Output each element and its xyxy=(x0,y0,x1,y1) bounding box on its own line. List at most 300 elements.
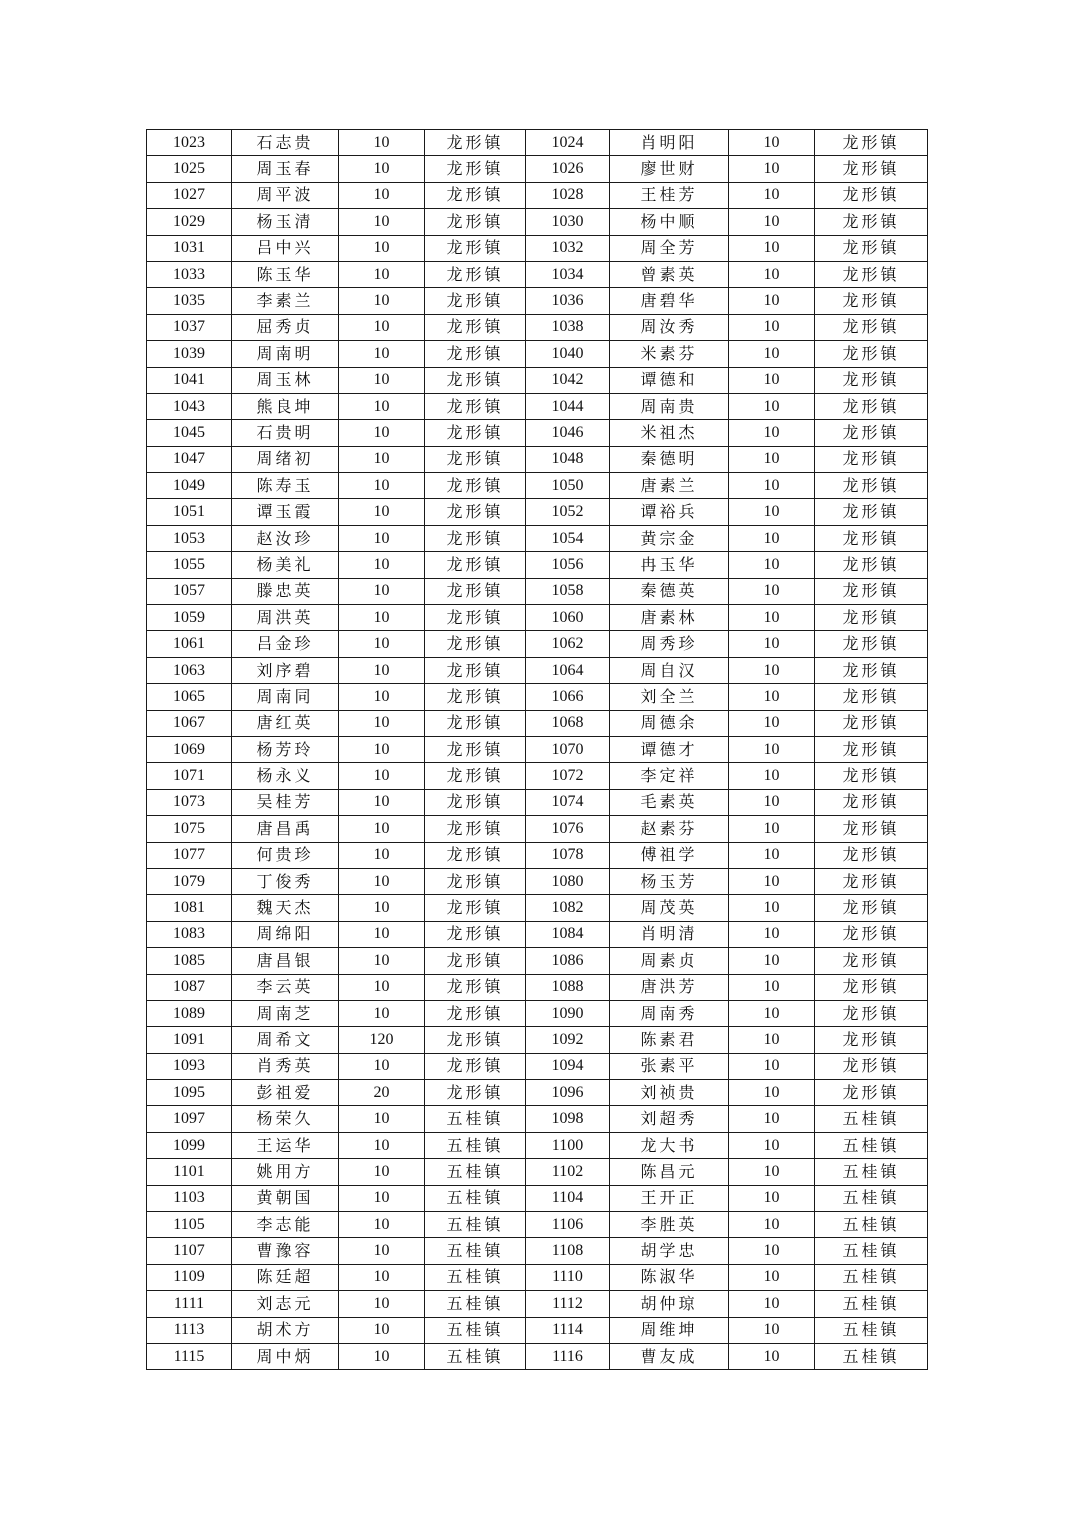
right-amount-cell: 10 xyxy=(729,446,815,472)
right-record-number-cell: 1108 xyxy=(526,1238,610,1264)
right-record-number-cell: 1098 xyxy=(526,1106,610,1132)
right-town-cell: 龙形镇 xyxy=(815,261,928,287)
right-record-number-cell: 1060 xyxy=(526,605,610,631)
table-row xyxy=(147,710,928,736)
left-record-number-cell: 1083 xyxy=(147,921,232,947)
right-amount-cell: 10 xyxy=(729,182,815,208)
right-person-name-cell: 陈昌元 xyxy=(610,1159,729,1185)
right-town-cell: 龙形镇 xyxy=(815,130,928,156)
left-person-name-cell: 李素兰 xyxy=(232,288,339,314)
right-record-number-cell: 1054 xyxy=(526,525,610,551)
left-amount-cell: 10 xyxy=(339,868,425,894)
left-person-name-cell: 胡术方 xyxy=(232,1317,339,1343)
table-row xyxy=(147,842,928,868)
left-person-name-cell: 周中炳 xyxy=(232,1343,339,1369)
left-record-number-cell: 1101 xyxy=(147,1159,232,1185)
right-amount-cell: 10 xyxy=(729,393,815,419)
right-town-cell: 龙形镇 xyxy=(815,816,928,842)
left-town-cell: 龙形镇 xyxy=(425,341,526,367)
left-amount-cell: 10 xyxy=(339,1159,425,1185)
left-amount-cell: 10 xyxy=(339,948,425,974)
right-town-cell: 龙形镇 xyxy=(815,948,928,974)
left-amount-cell: 10 xyxy=(339,393,425,419)
right-record-number-cell: 1094 xyxy=(526,1053,610,1079)
left-amount-cell: 10 xyxy=(339,816,425,842)
right-town-cell: 五桂镇 xyxy=(815,1159,928,1185)
left-record-number-cell: 1063 xyxy=(147,657,232,683)
table-row xyxy=(147,763,928,789)
left-amount-cell: 10 xyxy=(339,684,425,710)
right-amount-cell: 10 xyxy=(729,367,815,393)
right-amount-cell: 10 xyxy=(729,1000,815,1026)
right-amount-cell: 10 xyxy=(729,684,815,710)
left-person-name-cell: 唐昌银 xyxy=(232,948,339,974)
right-person-name-cell: 谭裕兵 xyxy=(610,499,729,525)
left-person-name-cell: 陈玉华 xyxy=(232,261,339,287)
left-person-name-cell: 周南芝 xyxy=(232,1000,339,1026)
left-town-cell: 五桂镇 xyxy=(425,1264,526,1290)
right-record-number-cell: 1106 xyxy=(526,1212,610,1238)
table-row xyxy=(147,736,928,762)
right-person-name-cell: 米素芬 xyxy=(610,341,729,367)
right-person-name-cell: 王桂芳 xyxy=(610,182,729,208)
right-person-name-cell: 米祖杰 xyxy=(610,420,729,446)
table-row xyxy=(147,1027,928,1053)
right-person-name-cell: 毛素英 xyxy=(610,789,729,815)
right-record-number-cell: 1072 xyxy=(526,763,610,789)
left-record-number-cell: 1085 xyxy=(147,948,232,974)
table-row xyxy=(147,1343,928,1369)
right-person-name-cell: 秦德明 xyxy=(610,446,729,472)
left-amount-cell: 10 xyxy=(339,1000,425,1026)
right-town-cell: 龙形镇 xyxy=(815,1053,928,1079)
right-amount-cell: 10 xyxy=(729,1185,815,1211)
left-town-cell: 龙形镇 xyxy=(425,816,526,842)
left-amount-cell: 10 xyxy=(339,631,425,657)
left-town-cell: 龙形镇 xyxy=(425,1027,526,1053)
left-person-name-cell: 吴桂芳 xyxy=(232,789,339,815)
right-record-number-cell: 1030 xyxy=(526,209,610,235)
left-record-number-cell: 1057 xyxy=(147,578,232,604)
left-person-name-cell: 吕金珍 xyxy=(232,631,339,657)
right-town-cell: 龙形镇 xyxy=(815,182,928,208)
left-amount-cell: 10 xyxy=(339,1053,425,1079)
left-person-name-cell: 杨美礼 xyxy=(232,552,339,578)
table-row xyxy=(147,420,928,446)
left-person-name-cell: 丁俊秀 xyxy=(232,868,339,894)
right-record-number-cell: 1024 xyxy=(526,130,610,156)
right-town-cell: 五桂镇 xyxy=(815,1132,928,1158)
left-record-number-cell: 1061 xyxy=(147,631,232,657)
left-amount-cell: 10 xyxy=(339,1343,425,1369)
left-amount-cell: 20 xyxy=(339,1080,425,1106)
left-amount-cell: 10 xyxy=(339,525,425,551)
left-amount-cell: 10 xyxy=(339,341,425,367)
right-town-cell: 龙形镇 xyxy=(815,288,928,314)
table-row xyxy=(147,393,928,419)
left-person-name-cell: 刘志元 xyxy=(232,1291,339,1317)
right-record-number-cell: 1080 xyxy=(526,868,610,894)
left-amount-cell: 10 xyxy=(339,974,425,1000)
right-person-name-cell: 周全芳 xyxy=(610,235,729,261)
left-person-name-cell: 杨芳玲 xyxy=(232,736,339,762)
left-record-number-cell: 1103 xyxy=(147,1185,232,1211)
right-town-cell: 龙形镇 xyxy=(815,895,928,921)
table-row xyxy=(147,684,928,710)
left-town-cell: 龙形镇 xyxy=(425,393,526,419)
left-record-number-cell: 1047 xyxy=(147,446,232,472)
left-person-name-cell: 曹豫容 xyxy=(232,1238,339,1264)
right-amount-cell: 10 xyxy=(729,789,815,815)
right-amount-cell: 10 xyxy=(729,921,815,947)
left-town-cell: 龙形镇 xyxy=(425,156,526,182)
right-town-cell: 五桂镇 xyxy=(815,1185,928,1211)
left-amount-cell: 10 xyxy=(339,1185,425,1211)
right-record-number-cell: 1026 xyxy=(526,156,610,182)
right-record-number-cell: 1066 xyxy=(526,684,610,710)
table-row xyxy=(147,895,928,921)
right-record-number-cell: 1110 xyxy=(526,1264,610,1290)
table-row xyxy=(147,130,928,156)
right-record-number-cell: 1116 xyxy=(526,1343,610,1369)
left-record-number-cell: 1069 xyxy=(147,736,232,762)
left-record-number-cell: 1037 xyxy=(147,314,232,340)
right-town-cell: 龙形镇 xyxy=(815,736,928,762)
left-person-name-cell: 周玉春 xyxy=(232,156,339,182)
left-town-cell: 龙形镇 xyxy=(425,895,526,921)
right-person-name-cell: 胡仲琼 xyxy=(610,1291,729,1317)
left-record-number-cell: 1077 xyxy=(147,842,232,868)
left-person-name-cell: 肖秀英 xyxy=(232,1053,339,1079)
left-amount-cell: 10 xyxy=(339,1132,425,1158)
right-town-cell: 五桂镇 xyxy=(815,1317,928,1343)
left-record-number-cell: 1099 xyxy=(147,1132,232,1158)
left-amount-cell: 10 xyxy=(339,420,425,446)
right-town-cell: 龙形镇 xyxy=(815,578,928,604)
left-town-cell: 龙形镇 xyxy=(425,921,526,947)
right-record-number-cell: 1044 xyxy=(526,393,610,419)
left-person-name-cell: 刘序碧 xyxy=(232,657,339,683)
table-row xyxy=(147,605,928,631)
right-town-cell: 五桂镇 xyxy=(815,1343,928,1369)
right-amount-cell: 10 xyxy=(729,261,815,287)
left-town-cell: 龙形镇 xyxy=(425,1080,526,1106)
left-town-cell: 龙形镇 xyxy=(425,499,526,525)
right-amount-cell: 10 xyxy=(729,657,815,683)
left-town-cell: 五桂镇 xyxy=(425,1159,526,1185)
right-record-number-cell: 1102 xyxy=(526,1159,610,1185)
left-person-name-cell: 唐红英 xyxy=(232,710,339,736)
left-amount-cell: 10 xyxy=(339,1317,425,1343)
table-row xyxy=(147,473,928,499)
left-record-number-cell: 1049 xyxy=(147,473,232,499)
right-town-cell: 五桂镇 xyxy=(815,1212,928,1238)
left-amount-cell: 10 xyxy=(339,235,425,261)
right-town-cell: 龙形镇 xyxy=(815,156,928,182)
right-person-name-cell: 傅祖学 xyxy=(610,842,729,868)
left-record-number-cell: 1059 xyxy=(147,605,232,631)
table-row xyxy=(147,1132,928,1158)
left-record-number-cell: 1025 xyxy=(147,156,232,182)
right-person-name-cell: 王开正 xyxy=(610,1185,729,1211)
left-amount-cell: 10 xyxy=(339,1238,425,1264)
left-person-name-cell: 滕忠英 xyxy=(232,578,339,604)
left-town-cell: 龙形镇 xyxy=(425,684,526,710)
left-person-name-cell: 周绪初 xyxy=(232,446,339,472)
right-record-number-cell: 1034 xyxy=(526,261,610,287)
right-record-number-cell: 1042 xyxy=(526,367,610,393)
right-person-name-cell: 黄宗金 xyxy=(610,525,729,551)
right-town-cell: 龙形镇 xyxy=(815,605,928,631)
left-town-cell: 龙形镇 xyxy=(425,552,526,578)
left-town-cell: 五桂镇 xyxy=(425,1291,526,1317)
left-record-number-cell: 1087 xyxy=(147,974,232,1000)
right-person-name-cell: 刘超秀 xyxy=(610,1106,729,1132)
left-person-name-cell: 吕中兴 xyxy=(232,235,339,261)
left-amount-cell: 10 xyxy=(339,209,425,235)
left-person-name-cell: 石志贵 xyxy=(232,130,339,156)
right-person-name-cell: 周素贞 xyxy=(610,948,729,974)
left-person-name-cell: 王运华 xyxy=(232,1132,339,1158)
right-person-name-cell: 周自汉 xyxy=(610,657,729,683)
left-amount-cell: 10 xyxy=(339,1212,425,1238)
right-person-name-cell: 周南贵 xyxy=(610,393,729,419)
left-town-cell: 龙形镇 xyxy=(425,974,526,1000)
left-record-number-cell: 1033 xyxy=(147,261,232,287)
left-person-name-cell: 李云英 xyxy=(232,974,339,1000)
left-amount-cell: 10 xyxy=(339,842,425,868)
table-row xyxy=(147,1080,928,1106)
right-amount-cell: 10 xyxy=(729,948,815,974)
table-row xyxy=(147,446,928,472)
right-person-name-cell: 杨中顺 xyxy=(610,209,729,235)
left-record-number-cell: 1067 xyxy=(147,710,232,736)
right-town-cell: 龙形镇 xyxy=(815,1080,928,1106)
right-person-name-cell: 周德余 xyxy=(610,710,729,736)
left-amount-cell: 10 xyxy=(339,446,425,472)
right-person-name-cell: 周茂英 xyxy=(610,895,729,921)
right-record-number-cell: 1052 xyxy=(526,499,610,525)
right-amount-cell: 10 xyxy=(729,552,815,578)
left-town-cell: 五桂镇 xyxy=(425,1212,526,1238)
table-row xyxy=(147,657,928,683)
right-amount-cell: 10 xyxy=(729,420,815,446)
right-amount-cell: 10 xyxy=(729,736,815,762)
left-person-name-cell: 何贵珍 xyxy=(232,842,339,868)
right-amount-cell: 10 xyxy=(729,1027,815,1053)
right-amount-cell: 10 xyxy=(729,525,815,551)
right-amount-cell: 10 xyxy=(729,1132,815,1158)
right-person-name-cell: 曾素英 xyxy=(610,261,729,287)
left-record-number-cell: 1109 xyxy=(147,1264,232,1290)
left-person-name-cell: 周绵阳 xyxy=(232,921,339,947)
left-person-name-cell: 周南明 xyxy=(232,341,339,367)
left-town-cell: 龙形镇 xyxy=(425,605,526,631)
table-row xyxy=(147,182,928,208)
left-record-number-cell: 1055 xyxy=(147,552,232,578)
left-record-number-cell: 1091 xyxy=(147,1027,232,1053)
table-row xyxy=(147,1159,928,1185)
table-row xyxy=(147,868,928,894)
left-record-number-cell: 1043 xyxy=(147,393,232,419)
table-row xyxy=(147,261,928,287)
right-amount-cell: 10 xyxy=(729,1212,815,1238)
right-town-cell: 龙形镇 xyxy=(815,367,928,393)
right-town-cell: 龙形镇 xyxy=(815,499,928,525)
left-record-number-cell: 1029 xyxy=(147,209,232,235)
right-town-cell: 龙形镇 xyxy=(815,1027,928,1053)
right-town-cell: 龙形镇 xyxy=(815,921,928,947)
table-row xyxy=(147,921,928,947)
right-amount-cell: 10 xyxy=(729,1159,815,1185)
right-amount-cell: 10 xyxy=(729,1291,815,1317)
left-amount-cell: 10 xyxy=(339,288,425,314)
roster-table xyxy=(146,129,928,1370)
left-record-number-cell: 1111 xyxy=(147,1291,232,1317)
right-amount-cell: 10 xyxy=(729,1080,815,1106)
right-person-name-cell: 肖明清 xyxy=(610,921,729,947)
table-row xyxy=(147,235,928,261)
left-town-cell: 龙形镇 xyxy=(425,209,526,235)
right-amount-cell: 10 xyxy=(729,1264,815,1290)
left-town-cell: 龙形镇 xyxy=(425,473,526,499)
left-record-number-cell: 1115 xyxy=(147,1343,232,1369)
right-record-number-cell: 1090 xyxy=(526,1000,610,1026)
right-amount-cell: 10 xyxy=(729,156,815,182)
left-person-name-cell: 陈廷超 xyxy=(232,1264,339,1290)
right-person-name-cell: 刘祯贵 xyxy=(610,1080,729,1106)
right-amount-cell: 10 xyxy=(729,314,815,340)
table-row xyxy=(147,1000,928,1026)
left-person-name-cell: 杨荣久 xyxy=(232,1106,339,1132)
right-town-cell: 龙形镇 xyxy=(815,710,928,736)
left-person-name-cell: 唐昌禹 xyxy=(232,816,339,842)
right-town-cell: 龙形镇 xyxy=(815,657,928,683)
right-amount-cell: 10 xyxy=(729,868,815,894)
left-amount-cell: 10 xyxy=(339,499,425,525)
right-amount-cell: 10 xyxy=(729,578,815,604)
left-town-cell: 龙形镇 xyxy=(425,130,526,156)
right-record-number-cell: 1056 xyxy=(526,552,610,578)
table-row xyxy=(147,1238,928,1264)
left-person-name-cell: 陈寿玉 xyxy=(232,473,339,499)
table-row xyxy=(147,156,928,182)
right-amount-cell: 10 xyxy=(729,473,815,499)
right-amount-cell: 10 xyxy=(729,235,815,261)
right-record-number-cell: 1112 xyxy=(526,1291,610,1317)
left-record-number-cell: 1045 xyxy=(147,420,232,446)
right-amount-cell: 10 xyxy=(729,974,815,1000)
right-town-cell: 龙形镇 xyxy=(815,842,928,868)
left-town-cell: 龙形镇 xyxy=(425,525,526,551)
left-record-number-cell: 1053 xyxy=(147,525,232,551)
table-row xyxy=(147,1053,928,1079)
right-person-name-cell: 唐碧华 xyxy=(610,288,729,314)
right-person-name-cell: 周汝秀 xyxy=(610,314,729,340)
left-town-cell: 龙形镇 xyxy=(425,868,526,894)
table-row xyxy=(147,789,928,815)
left-record-number-cell: 1113 xyxy=(147,1317,232,1343)
left-record-number-cell: 1065 xyxy=(147,684,232,710)
table-row xyxy=(147,1317,928,1343)
right-person-name-cell: 胡学忠 xyxy=(610,1238,729,1264)
left-person-name-cell: 周平波 xyxy=(232,182,339,208)
left-town-cell: 龙形镇 xyxy=(425,367,526,393)
right-amount-cell: 10 xyxy=(729,288,815,314)
right-town-cell: 龙形镇 xyxy=(815,393,928,419)
right-person-name-cell: 唐素兰 xyxy=(610,473,729,499)
left-person-name-cell: 黄朝国 xyxy=(232,1185,339,1211)
left-amount-cell: 10 xyxy=(339,578,425,604)
table-row xyxy=(147,314,928,340)
left-amount-cell: 10 xyxy=(339,736,425,762)
left-town-cell: 龙形镇 xyxy=(425,763,526,789)
right-person-name-cell: 唐洪芳 xyxy=(610,974,729,1000)
left-town-cell: 龙形镇 xyxy=(425,314,526,340)
left-amount-cell: 10 xyxy=(339,763,425,789)
table-row xyxy=(147,288,928,314)
table-row xyxy=(147,341,928,367)
table-row xyxy=(147,367,928,393)
left-town-cell: 龙形镇 xyxy=(425,948,526,974)
right-amount-cell: 10 xyxy=(729,631,815,657)
right-person-name-cell: 李定祥 xyxy=(610,763,729,789)
table-row xyxy=(147,1185,928,1211)
left-town-cell: 五桂镇 xyxy=(425,1132,526,1158)
right-amount-cell: 10 xyxy=(729,842,815,868)
left-record-number-cell: 1041 xyxy=(147,367,232,393)
left-town-cell: 龙形镇 xyxy=(425,1053,526,1079)
left-town-cell: 五桂镇 xyxy=(425,1317,526,1343)
right-amount-cell: 10 xyxy=(729,895,815,921)
left-amount-cell: 10 xyxy=(339,473,425,499)
left-person-name-cell: 谭玉霞 xyxy=(232,499,339,525)
left-amount-cell: 10 xyxy=(339,605,425,631)
right-town-cell: 龙形镇 xyxy=(815,420,928,446)
left-amount-cell: 10 xyxy=(339,314,425,340)
table-row xyxy=(147,552,928,578)
right-person-name-cell: 廖世财 xyxy=(610,156,729,182)
left-amount-cell: 10 xyxy=(339,895,425,921)
left-record-number-cell: 1079 xyxy=(147,868,232,894)
right-amount-cell: 10 xyxy=(729,605,815,631)
right-person-name-cell: 陈素君 xyxy=(610,1027,729,1053)
left-record-number-cell: 1073 xyxy=(147,789,232,815)
right-person-name-cell: 李胜英 xyxy=(610,1212,729,1238)
left-town-cell: 龙形镇 xyxy=(425,261,526,287)
left-town-cell: 龙形镇 xyxy=(425,657,526,683)
left-amount-cell: 10 xyxy=(339,1291,425,1317)
left-person-name-cell: 杨玉清 xyxy=(232,209,339,235)
left-person-name-cell: 熊良坤 xyxy=(232,393,339,419)
right-record-number-cell: 1070 xyxy=(526,736,610,762)
left-person-name-cell: 屈秀贞 xyxy=(232,314,339,340)
left-person-name-cell: 魏天杰 xyxy=(232,895,339,921)
right-town-cell: 五桂镇 xyxy=(815,1264,928,1290)
right-person-name-cell: 张素平 xyxy=(610,1053,729,1079)
right-person-name-cell: 肖明阳 xyxy=(610,130,729,156)
right-town-cell: 龙形镇 xyxy=(815,314,928,340)
right-amount-cell: 10 xyxy=(729,1106,815,1132)
right-person-name-cell: 周秀珍 xyxy=(610,631,729,657)
right-record-number-cell: 1050 xyxy=(526,473,610,499)
right-person-name-cell: 唐素林 xyxy=(610,605,729,631)
left-town-cell: 龙形镇 xyxy=(425,420,526,446)
table-row xyxy=(147,974,928,1000)
left-record-number-cell: 1107 xyxy=(147,1238,232,1264)
left-amount-cell: 10 xyxy=(339,552,425,578)
right-town-cell: 龙形镇 xyxy=(815,209,928,235)
